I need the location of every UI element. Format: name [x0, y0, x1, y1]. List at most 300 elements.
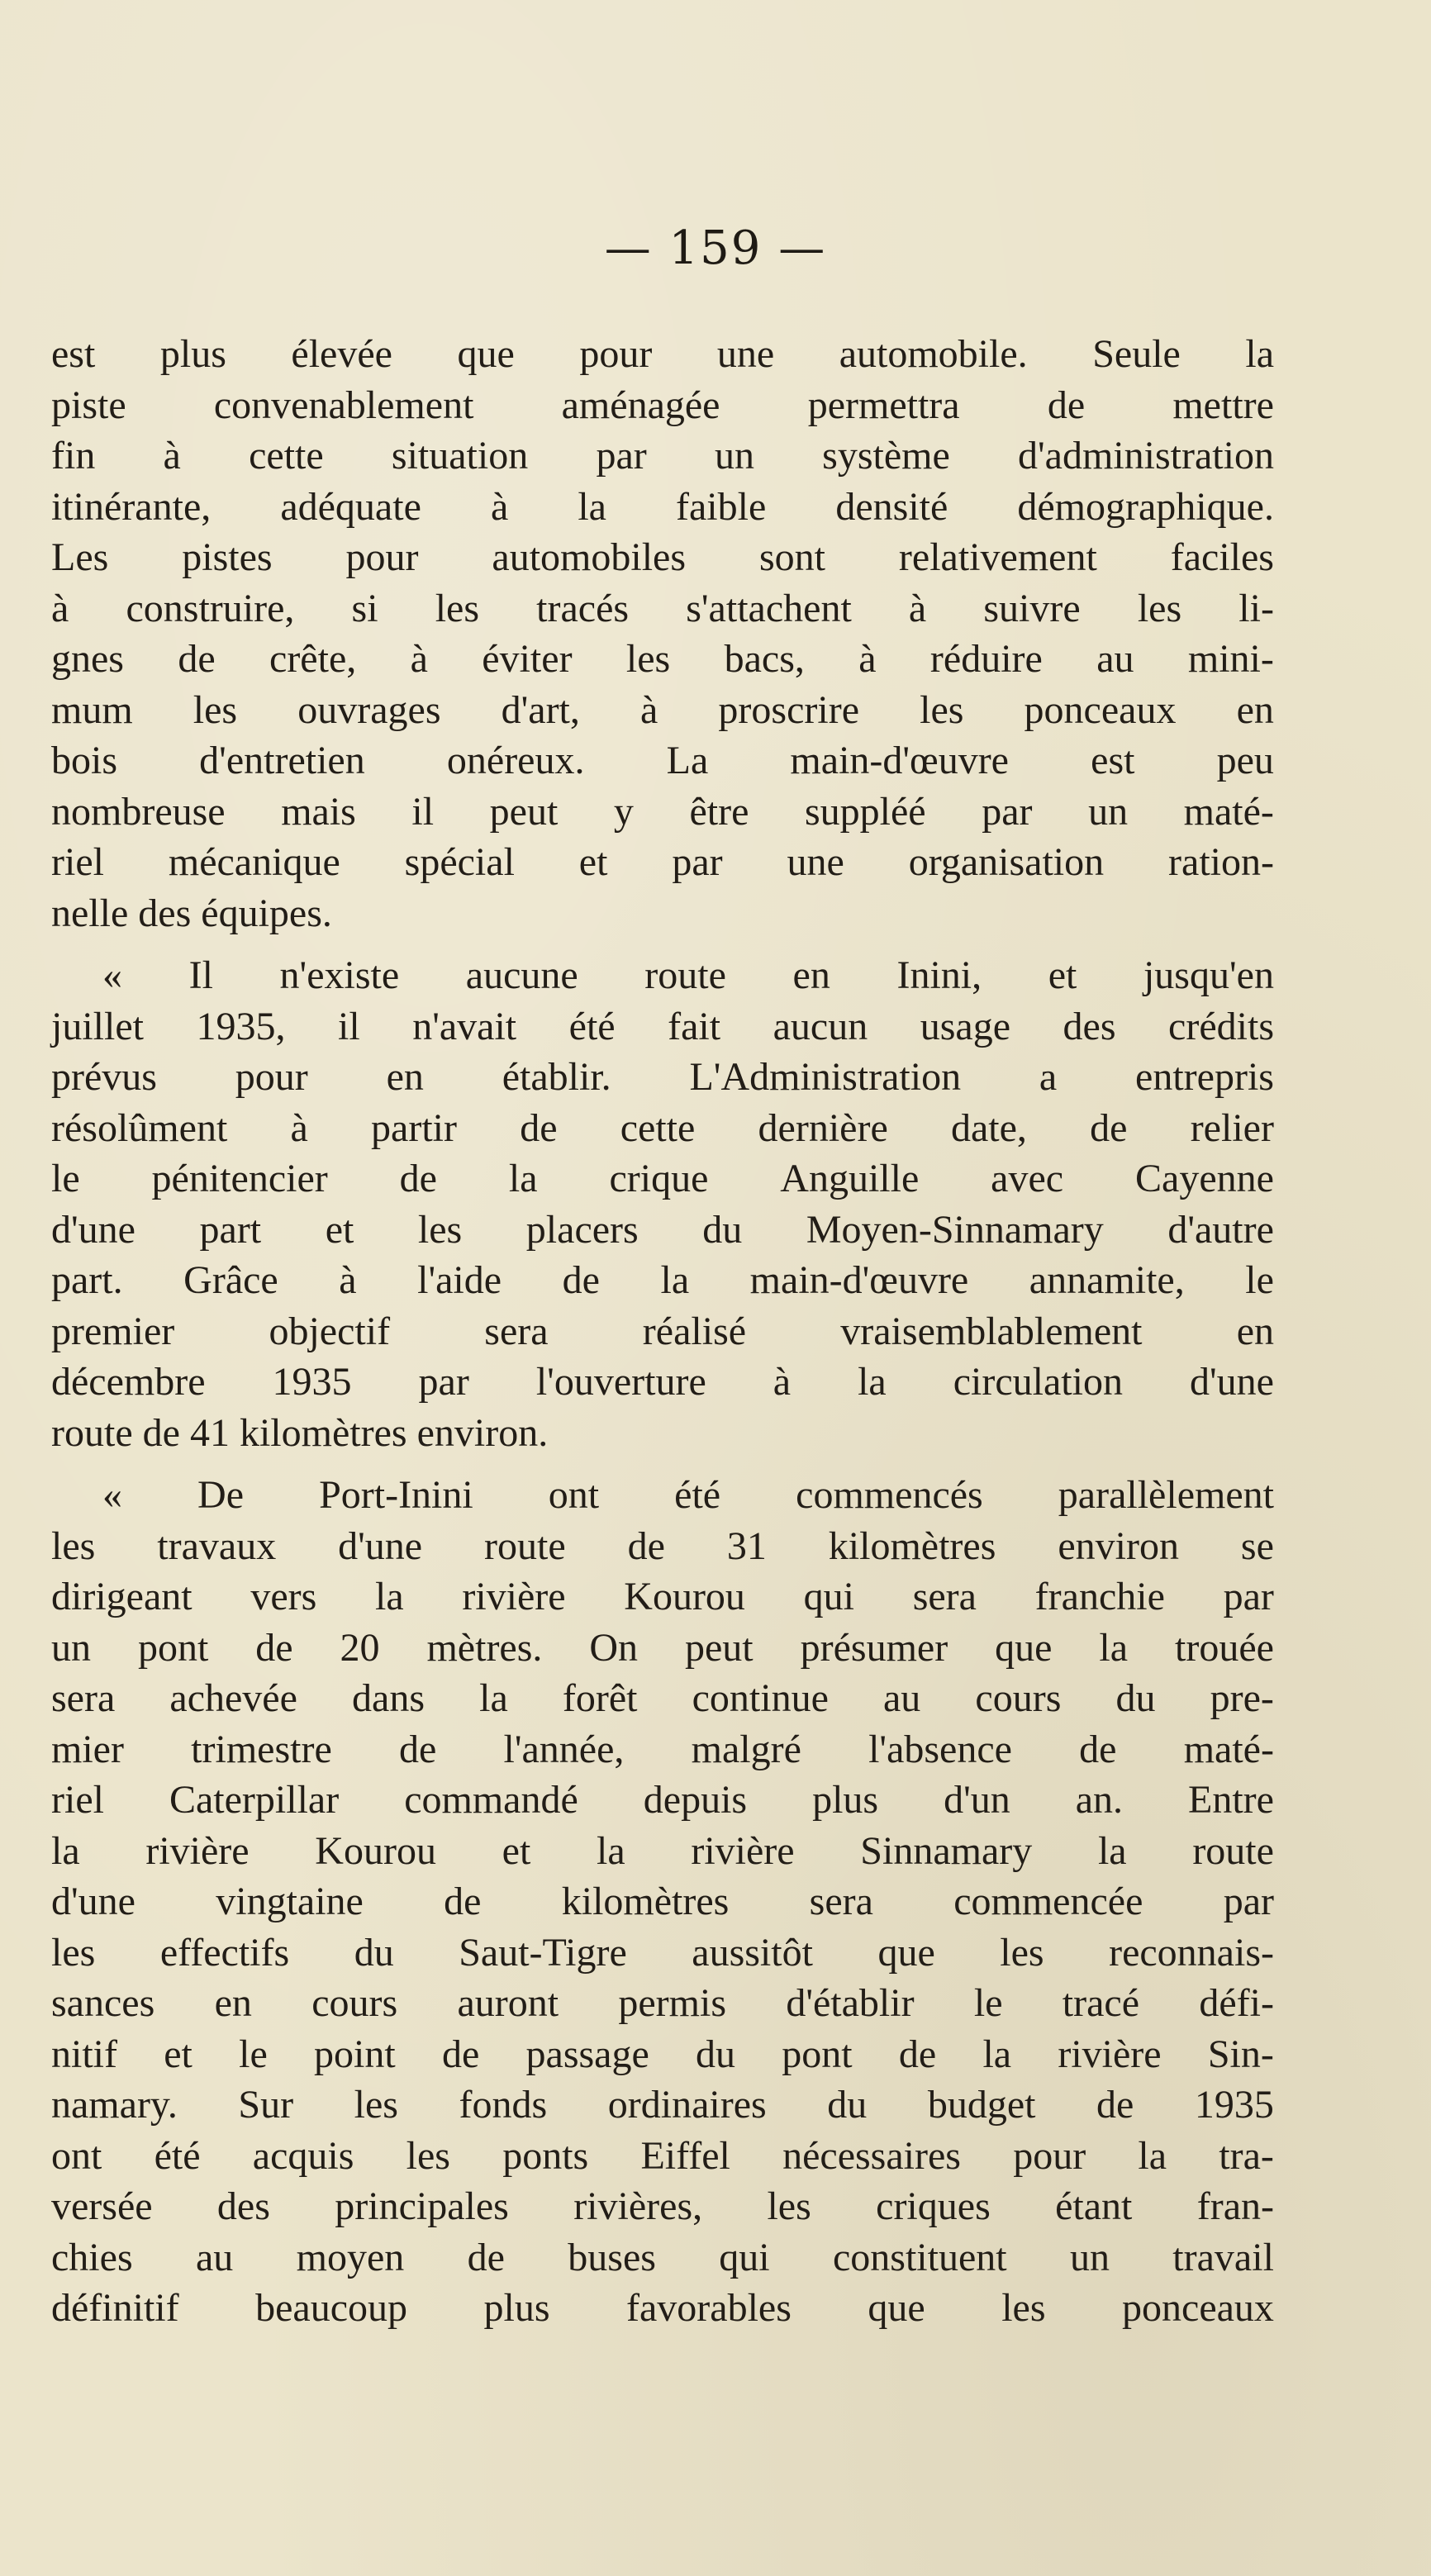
word: Eiffel — [640, 2133, 730, 2178]
word: les — [625, 637, 671, 681]
page-number: — 159 — — [604, 221, 827, 275]
word: résolûment — [51, 1105, 228, 1150]
word: du — [1115, 1676, 1156, 1720]
word: pour — [345, 535, 419, 579]
word: relativement — [898, 535, 1097, 579]
text-line — [51, 1357, 1274, 1408]
word: en — [792, 953, 830, 997]
word: principales — [335, 2184, 509, 2228]
word: maté- — [1183, 789, 1274, 834]
word: mini- — [1187, 637, 1274, 681]
word: sera — [912, 1575, 977, 1618]
word: aucune — [465, 953, 578, 997]
word: mécanique — [168, 840, 340, 884]
word: s'attachent — [686, 586, 852, 630]
word: densité — [835, 484, 948, 529]
word: par — [672, 840, 723, 884]
word: à — [908, 586, 927, 630]
word: « — [102, 953, 122, 997]
word: à — [640, 687, 658, 732]
text-line — [51, 1978, 1274, 2029]
word: ration- — [1168, 840, 1274, 884]
word: décembre — [51, 1360, 206, 1404]
word: Caterpillar — [169, 1778, 340, 1822]
word: nitif — [51, 2032, 117, 2076]
word: réalisé — [642, 1309, 747, 1353]
word: pénitencier — [151, 1157, 328, 1200]
word: pre- — [1210, 1676, 1274, 1720]
word: à — [163, 434, 181, 478]
text-line — [51, 1153, 1274, 1205]
word: acquis — [252, 2133, 354, 2178]
word: environ. — [416, 1410, 549, 1455]
word: le — [239, 2032, 268, 2076]
word: la — [1099, 1625, 1129, 1670]
word: étant — [1055, 2184, 1133, 2228]
word: au — [195, 2235, 234, 2279]
word: vingtaine — [216, 1880, 364, 1923]
word: part. — [51, 1258, 123, 1302]
word: se — [1240, 1523, 1274, 1568]
word: les — [417, 1207, 463, 1252]
word: route — [51, 1410, 133, 1455]
text-line — [51, 1001, 1274, 1053]
word: sera — [809, 1880, 873, 1923]
word: 1935, — [196, 1004, 286, 1048]
word: sera — [51, 1676, 116, 1720]
word: la — [479, 1676, 508, 1720]
word: route — [484, 1523, 566, 1568]
word: forêt — [562, 1676, 638, 1720]
word: Kourou — [315, 1828, 436, 1873]
word: la — [578, 484, 606, 529]
word: fin — [51, 434, 96, 478]
word: la — [858, 1360, 887, 1404]
word: continue — [692, 1676, 829, 1720]
word: rivière — [462, 1575, 566, 1618]
word: auront — [457, 1981, 559, 2025]
word: mum — [51, 687, 133, 732]
word: part — [199, 1207, 262, 1252]
word: partir — [371, 1105, 457, 1150]
word: la — [660, 1258, 690, 1302]
text-line — [51, 837, 1274, 888]
word: de — [520, 1105, 558, 1150]
word: kilomètres — [239, 1410, 407, 1455]
word: jusqu'en — [1143, 953, 1274, 997]
word: bacs, — [724, 637, 805, 681]
word: présumer — [800, 1625, 948, 1670]
word: de — [1090, 1105, 1128, 1150]
word: qui — [719, 2235, 770, 2279]
text-line — [51, 1876, 1274, 1927]
word: Sinnamary — [860, 1828, 1033, 1873]
word: trouée — [1175, 1625, 1274, 1670]
word: peut — [489, 789, 559, 834]
word: cette — [620, 1105, 696, 1150]
word: en — [1236, 1309, 1274, 1353]
word: défi- — [1199, 1981, 1274, 2025]
word: pont — [782, 2032, 853, 2076]
word: l'absence — [868, 1727, 1012, 1771]
word: itinérante, — [51, 484, 212, 529]
text-line — [51, 787, 1274, 838]
word: que — [868, 2286, 925, 2330]
word: Seule — [1092, 332, 1181, 376]
word: 1935 — [1194, 2083, 1274, 2127]
text-line — [51, 1775, 1274, 1826]
word: relier — [1190, 1105, 1274, 1150]
text-line — [51, 2029, 1274, 2080]
word: kilomètres — [828, 1523, 996, 1568]
word: fonds — [459, 2083, 548, 2127]
word: date, — [950, 1105, 1027, 1150]
word: nelle — [51, 891, 129, 935]
word: trimestre — [191, 1727, 332, 1771]
word: convenablement — [213, 383, 474, 427]
word: une — [716, 332, 775, 376]
word: franchie — [1034, 1575, 1165, 1618]
word: plus — [812, 1778, 879, 1822]
text-line — [51, 685, 1274, 736]
word: rivière — [145, 1828, 250, 1873]
word: et — [578, 840, 608, 884]
word: travaux — [157, 1523, 277, 1568]
word: route — [1192, 1828, 1274, 1873]
text-line — [51, 950, 1274, 1001]
word: suivre — [983, 586, 1081, 630]
word: le — [1245, 1258, 1274, 1302]
word: en — [386, 1055, 424, 1099]
word: L'Administration — [689, 1055, 962, 1099]
text-line — [51, 1724, 1274, 1775]
text-line — [51, 1408, 1274, 1459]
word: mais — [281, 789, 356, 834]
word: en — [1236, 687, 1274, 732]
word: suppléé — [804, 789, 926, 834]
word: les — [920, 687, 964, 732]
word: être — [689, 789, 749, 834]
word: point — [314, 2032, 396, 2076]
word: crédits — [1168, 1004, 1274, 1048]
word: Les — [51, 535, 109, 579]
word: d'un — [944, 1778, 1010, 1822]
text-line — [51, 482, 1274, 533]
word: de — [441, 2032, 480, 2076]
word: sont — [758, 535, 825, 579]
word: définitif — [51, 2286, 179, 2330]
word: crique — [609, 1157, 709, 1200]
word: La — [666, 739, 709, 782]
word: main-d'œuvre — [749, 1258, 969, 1302]
text-line — [51, 1673, 1274, 1724]
text-line — [51, 1103, 1274, 1154]
text-line — [51, 1470, 1274, 1521]
word: constituent — [832, 2235, 1007, 2279]
word: les — [51, 1523, 96, 1568]
word: 1935 — [272, 1360, 352, 1404]
word: élevée — [291, 332, 392, 376]
word: Sur — [238, 2083, 294, 2127]
word: à — [858, 637, 877, 681]
word: tracé — [1062, 1981, 1140, 2025]
word: li- — [1238, 586, 1274, 630]
word: que — [457, 332, 515, 376]
word: nombreuse — [51, 789, 226, 834]
word: ponceaux — [1122, 2286, 1274, 2330]
word: vers — [250, 1575, 317, 1618]
word: depuis — [643, 1778, 748, 1822]
word: parallèlement — [1058, 1473, 1274, 1517]
word: n'avait — [412, 1004, 517, 1048]
word: achevée — [169, 1676, 297, 1720]
word: rivière — [1058, 2032, 1162, 2076]
word: de — [444, 1880, 482, 1923]
word: juillet — [51, 1004, 144, 1048]
word: la — [597, 1828, 625, 1873]
word: au — [1096, 637, 1134, 681]
word: chies — [51, 2235, 133, 2279]
text-line — [51, 532, 1274, 583]
word: système — [822, 434, 950, 478]
word: de — [142, 1410, 180, 1455]
word: d'une — [338, 1523, 423, 1568]
word: Inini, — [896, 953, 982, 997]
word: adéquate — [280, 484, 421, 529]
word: l'ouverture — [535, 1360, 706, 1404]
word: du — [702, 1207, 743, 1252]
paragraph-inini-roads — [51, 950, 1274, 1458]
word: Sin- — [1207, 2032, 1274, 2076]
word: ont — [51, 2133, 102, 2178]
text-line — [51, 1306, 1274, 1357]
word: plus — [483, 2286, 550, 2330]
word: namary. — [51, 2083, 178, 2127]
word: commencés — [796, 1473, 983, 1517]
word: de — [255, 1625, 293, 1670]
word: à — [490, 484, 509, 529]
word: le — [973, 1981, 1003, 2025]
word: Kourou — [624, 1575, 745, 1618]
word: commencée — [953, 1880, 1143, 1923]
word: si — [351, 586, 378, 630]
word: beaucoup — [255, 2286, 408, 2330]
word: Il — [188, 953, 213, 997]
word: objectif — [269, 1309, 391, 1353]
word: et — [1048, 953, 1077, 997]
word: par — [1223, 1880, 1274, 1923]
word: à — [410, 637, 428, 681]
word: reconnais- — [1109, 1930, 1274, 1975]
word: la — [374, 1575, 404, 1618]
word: les — [767, 2184, 811, 2228]
word: de — [398, 1727, 437, 1771]
word: le — [51, 1157, 80, 1200]
word: un — [714, 434, 754, 478]
word: établir. — [502, 1055, 611, 1099]
text-line — [51, 1826, 1274, 1877]
body-text — [51, 329, 1274, 2334]
word: à — [51, 586, 69, 630]
word: d'une — [1189, 1360, 1274, 1404]
word: buses — [568, 2235, 656, 2279]
word: pour — [579, 332, 653, 376]
word: du — [354, 1930, 394, 1975]
text-line — [51, 430, 1274, 482]
word: construire, — [126, 586, 295, 630]
text-line — [51, 2181, 1274, 2232]
word: au — [882, 1676, 921, 1720]
word: organisation — [908, 840, 1105, 884]
word: proscrire — [718, 687, 859, 732]
word: par — [982, 789, 1033, 834]
word: est — [1091, 739, 1135, 782]
word: a — [1039, 1055, 1058, 1099]
word: dernière — [758, 1105, 888, 1150]
word: il — [411, 789, 435, 834]
word: peut — [685, 1625, 754, 1670]
word: des — [1063, 1004, 1116, 1048]
word: kilomètres — [561, 1880, 730, 1923]
word: gnes — [51, 637, 124, 681]
word: Grâce — [183, 1258, 278, 1302]
word: les — [435, 586, 480, 630]
word: cours — [311, 1981, 398, 2025]
word: cours — [975, 1676, 1062, 1720]
word: favorables — [626, 2286, 792, 2330]
word: environ — [1058, 1523, 1179, 1568]
word: Cayenne — [1135, 1157, 1274, 1200]
word: travail — [1172, 2235, 1274, 2279]
word: et — [164, 2032, 193, 2076]
word: il — [338, 1004, 360, 1048]
word: moyen — [296, 2235, 405, 2279]
word: piste — [51, 383, 126, 427]
word: la — [51, 1828, 80, 1873]
word: entrepris — [1135, 1055, 1274, 1099]
word: un — [51, 1625, 91, 1670]
word: une — [787, 840, 844, 884]
word: la — [1097, 1828, 1127, 1873]
word: la — [1245, 332, 1274, 376]
word: mètres. — [426, 1625, 543, 1670]
word: sances — [51, 1981, 155, 2025]
word: aménagée — [561, 383, 720, 427]
word: situation — [391, 434, 529, 478]
word: sera — [484, 1309, 549, 1353]
word: criques — [876, 2184, 991, 2228]
word: est — [51, 332, 96, 376]
word: de — [399, 1157, 437, 1200]
word: de — [627, 1523, 665, 1568]
word: route — [644, 953, 726, 997]
word: versée — [51, 2184, 153, 2228]
paragraph-roads-context — [51, 329, 1274, 939]
text-line — [51, 1255, 1274, 1306]
word: les — [1137, 586, 1182, 630]
word: aussitôt — [692, 1930, 813, 1975]
word: faible — [676, 484, 767, 529]
word: d'une — [51, 1880, 135, 1923]
word: permis — [618, 1981, 727, 2025]
text-line — [51, 1521, 1274, 1572]
word: budget — [927, 2083, 1036, 2127]
word: été — [674, 1473, 721, 1517]
word: plus — [159, 332, 226, 376]
word: à — [773, 1360, 792, 1404]
word: d'autre — [1167, 1207, 1274, 1252]
word: rivière — [691, 1828, 795, 1873]
word: On — [589, 1625, 639, 1670]
word: riel — [51, 840, 104, 884]
word: bois — [51, 739, 118, 782]
word: par — [418, 1360, 469, 1404]
word: mettre — [1172, 383, 1274, 427]
text-line — [51, 1052, 1274, 1103]
word: les — [193, 687, 238, 732]
text-line — [51, 888, 1274, 939]
word: Entre — [1188, 1778, 1274, 1822]
word: les — [1000, 1930, 1044, 1975]
word: ponts — [502, 2133, 589, 2178]
word: et — [502, 1828, 531, 1873]
word: malgré — [691, 1727, 801, 1771]
word: pistes — [182, 535, 273, 579]
word: à — [339, 1258, 357, 1302]
word: de — [178, 637, 216, 681]
word: automobile. — [839, 332, 1028, 376]
word: main-d'œuvre — [790, 739, 1009, 782]
word: qui — [803, 1575, 854, 1618]
word: et — [325, 1207, 354, 1252]
word: automobiles — [492, 535, 687, 579]
word: que — [995, 1625, 1053, 1670]
word: de — [1079, 1727, 1117, 1771]
word: ordinaires — [607, 2083, 767, 2127]
word: pour — [1013, 2133, 1086, 2178]
word: premier — [51, 1309, 175, 1353]
word: avec — [991, 1157, 1064, 1200]
word: les — [1001, 2286, 1046, 2330]
word: ouvrages — [297, 687, 441, 732]
word: ont — [548, 1473, 600, 1517]
word: du — [696, 2032, 736, 2076]
word: n'existe — [279, 953, 400, 997]
word: permettra — [807, 383, 960, 427]
text-line — [51, 634, 1274, 685]
word: Moyen-Sinnamary — [806, 1207, 1104, 1252]
word: faciles — [1170, 535, 1274, 579]
word: d'art, — [501, 687, 580, 732]
word: pour — [235, 1055, 308, 1099]
word: annamite, — [1029, 1258, 1185, 1302]
word: la — [982, 2032, 1012, 2076]
word: dirigeant — [51, 1575, 193, 1618]
word: 41 — [189, 1410, 230, 1455]
word: par — [596, 434, 647, 478]
word: 20 — [340, 1625, 380, 1670]
text-line — [51, 735, 1274, 787]
word: été — [154, 2133, 201, 2178]
word: passage — [525, 2032, 649, 2076]
word: fait — [668, 1004, 721, 1048]
word: mier — [51, 1727, 124, 1771]
text-line — [51, 1571, 1274, 1623]
word: riel — [51, 1778, 104, 1822]
word: d'entretien — [199, 739, 365, 782]
paragraph-port-inini — [51, 1470, 1274, 2334]
word: « — [102, 1473, 122, 1517]
